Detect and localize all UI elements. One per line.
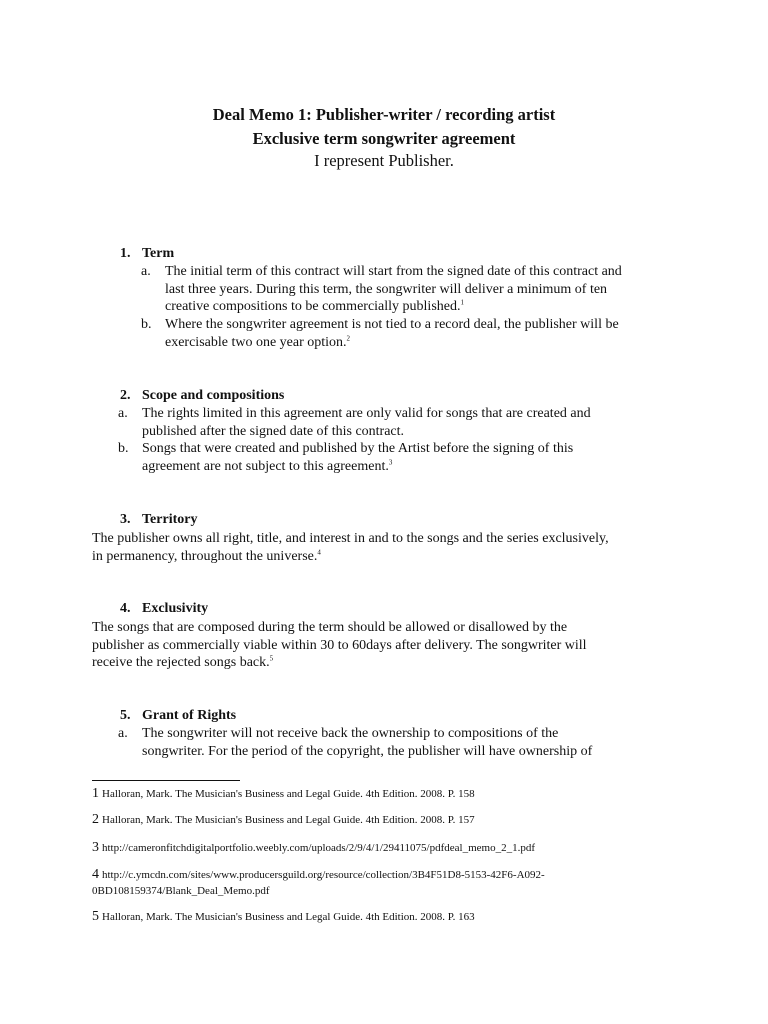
footnote-4[interactable]: 4 http://c.ymcdn.com/sites/www.producersguild.org/resource/collection/3B4F51D8-5153-42F6-A092- 0BD108159374/Blank_Deal_Memo.pdf <box>92 867 545 897</box>
subtitle: I represent Publisher. <box>314 151 454 170</box>
section-1-heading: 1. Term <box>120 246 175 261</box>
section-3-heading: 3. Territory <box>120 512 198 527</box>
footnote-5: 5 Halloran, Mark. The Musician's Business and Legal Guide. 4th Edition. 2008. P. 163 <box>92 909 475 924</box>
section-5-heading: 5. Grant of Rights <box>120 708 237 723</box>
section-4-heading: 4. Exclusivity <box>120 601 209 616</box>
section-2-heading: 2. Scope and compositions <box>120 388 285 403</box>
section-4-body: The songs that are composed during the term should be allowed or disallowed by the publisher as commercially viable within 30 to 60days after delivery. The songwriter will receive the rejected songs back.$^5$ <box>92 620 587 670</box>
footnote-separator <box>92 780 240 781</box>
footnote-ref-4: 4 <box>317 547 321 556</box>
footnote-2: 2 Halloran, Mark. The Musician's Business and Legal Guide. 4th Edition. 2008. P. 157 <box>92 812 475 827</box>
footnote-1: 1 Halloran, Mark. The Musician's Business and Legal Guide. 4th Edition. 2008. P. 158 <box>92 786 475 801</box>
footnote-ref-1: 1 <box>460 298 464 307</box>
footnote-ref-2: 2 <box>346 333 351 342</box>
section-2-item-a: a. The rights limited in this agreement are only valid for songs that are created and published after the signed date of this contract. <box>118 406 591 439</box>
title-line-2: Exclusive term songwriter agreement <box>252 129 516 148</box>
section-2-item-b: b. Songs that were created and published by the Artist before the signing of this agreement are not subject to this agreement.$^3$ <box>118 441 574 474</box>
footnote-3[interactable]: 3 http://cameronfitchdigitalportfolio.weebly.com/uploads/2/9/4/1/29411075/pdfdeal_memo_2_1.pdf <box>92 840 535 855</box>
section-3-body: The publisher owns all right, title, and interest in and to the songs and the series exclusively, in permanency, throughout the universe.$^4$ <box>92 531 609 564</box>
title-line-1: Deal Memo 1: Publisher-writer / recording artist <box>212 105 556 124</box>
section-1-item-b: b. Where the songwriter agreement is not tied to a record deal, the publisher will be exercisable two one year option.$^2$ <box>141 317 619 350</box>
section-1-item-a: a. The initial term of this contract will start from the signed date of this contract and last three years. During this term, the songwriter will deliver a minimum of ten creative compositions to be commercially published.$^1$ <box>141 264 622 314</box>
footnote-ref-5: 5 <box>269 654 274 663</box>
section-5-item-a: a. The songwriter will not receive back the ownership to compositions of the songwriter. For the period of the copyright, the publisher will have ownership of <box>118 726 593 759</box>
footnote-ref-3: 3 <box>388 457 393 466</box>
